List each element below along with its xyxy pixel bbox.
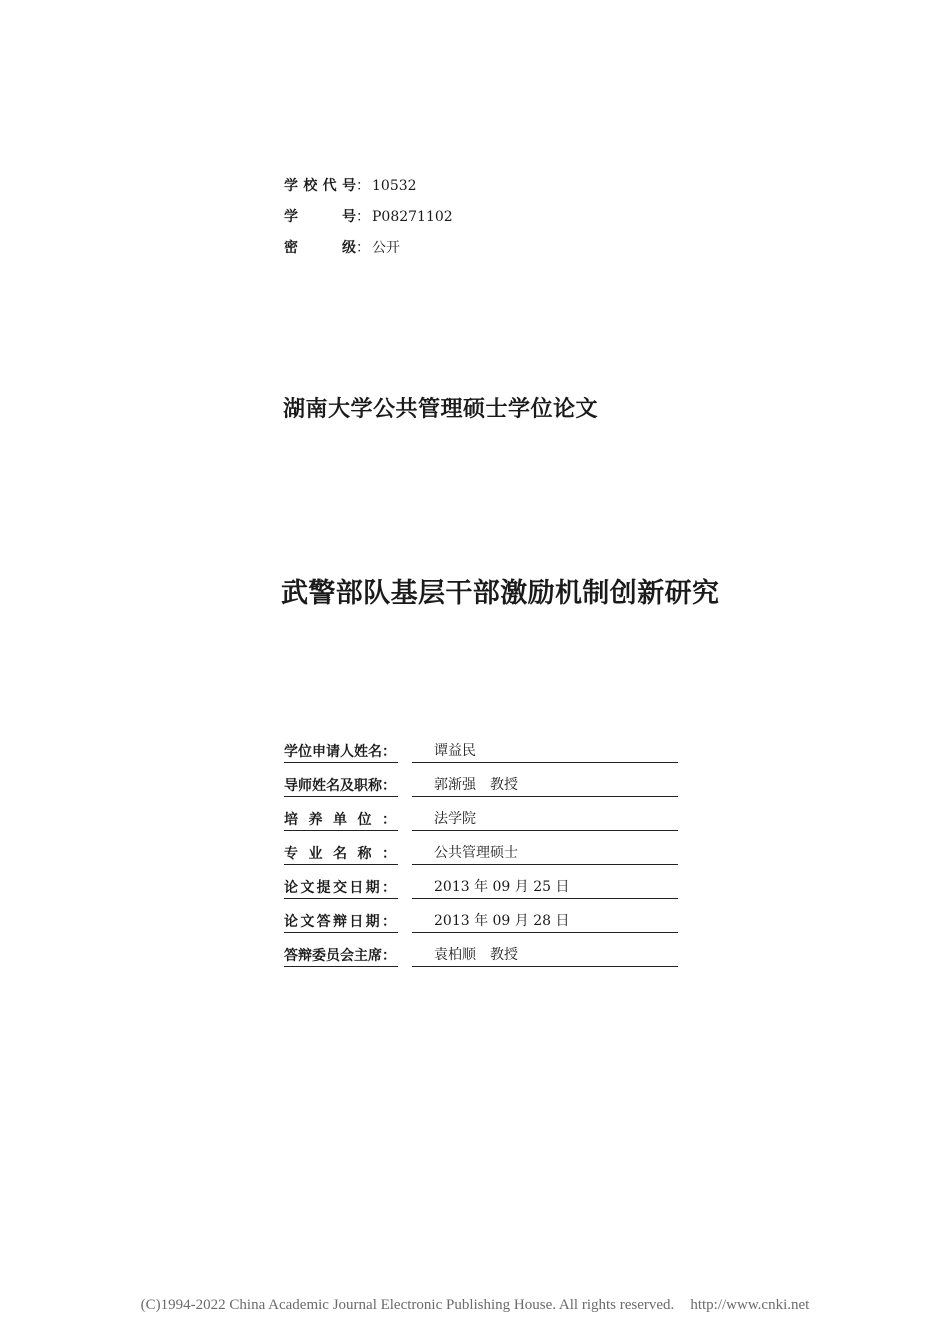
cnki-url: http://www.cnki.net <box>690 1297 810 1313</box>
info-label: 答辩委员会主席： <box>284 948 396 964</box>
value-underline <box>412 830 678 831</box>
label-underline <box>284 762 398 763</box>
info-row-committee-chair <box>284 945 678 967</box>
label-underline <box>284 830 398 831</box>
info-value: 袁柏顺 教授 <box>434 947 518 963</box>
value-underline <box>412 796 678 797</box>
value-underline <box>412 966 678 967</box>
info-label: 学位申请人姓名： <box>284 744 396 760</box>
info-value: 公共管理硕士 <box>434 845 518 861</box>
info-label: 论文提交日期： <box>284 880 396 896</box>
student-id-value: P08271102 <box>372 209 453 225</box>
info-value: 2013 年 09 月 28 日 <box>434 913 570 929</box>
info-value: 郭渐强 教授 <box>434 777 518 793</box>
info-label: 论文答辩日期： <box>284 914 396 930</box>
info-row-unit <box>284 809 678 831</box>
student-id-label: 学号 <box>284 209 356 225</box>
school-code-label: 学校代号 <box>284 178 356 194</box>
info-label: 培养单位： <box>284 812 396 828</box>
label-underline <box>284 898 398 899</box>
school-code-line: 学校代号： 10532 <box>284 178 417 194</box>
value-underline <box>412 864 678 865</box>
info-row-major <box>284 843 678 865</box>
label-underline <box>284 796 398 797</box>
info-row-supervisor <box>284 775 678 797</box>
label-underline <box>284 932 398 933</box>
thesis-title: 武警部队基层干部激励机制创新研究 <box>281 578 720 609</box>
info-row-submission-date <box>284 877 678 899</box>
value-underline <box>412 762 678 763</box>
info-value: 谭益民 <box>434 743 476 759</box>
label-underline <box>284 864 398 865</box>
info-row-defense-date <box>284 911 678 933</box>
security-level-label: 密级 <box>284 240 356 256</box>
value-underline <box>412 898 678 899</box>
info-value: 法学院 <box>434 811 476 827</box>
info-row-applicant <box>284 741 678 763</box>
copyright-text: (C)1994-2022 China Academic Journal Electronic Publishing House. All rights reserved. <box>140 1297 675 1313</box>
security-level-value: 公开 <box>372 240 400 256</box>
info-value: 2013 年 09 月 25 日 <box>434 879 570 895</box>
copyright-footer <box>0 1297 950 1314</box>
student-id-line: 学号： P08271102 <box>284 209 453 225</box>
school-code-value: 10532 <box>372 178 417 194</box>
info-label: 导师姓名及职称： <box>284 778 396 794</box>
security-level-line: 密级： 公开 <box>284 240 400 256</box>
label-underline <box>284 966 398 967</box>
info-label: 专业名称： <box>284 846 396 862</box>
value-underline <box>412 932 678 933</box>
degree-heading: 湖南大学公共管理硕士学位论文 <box>283 397 599 422</box>
